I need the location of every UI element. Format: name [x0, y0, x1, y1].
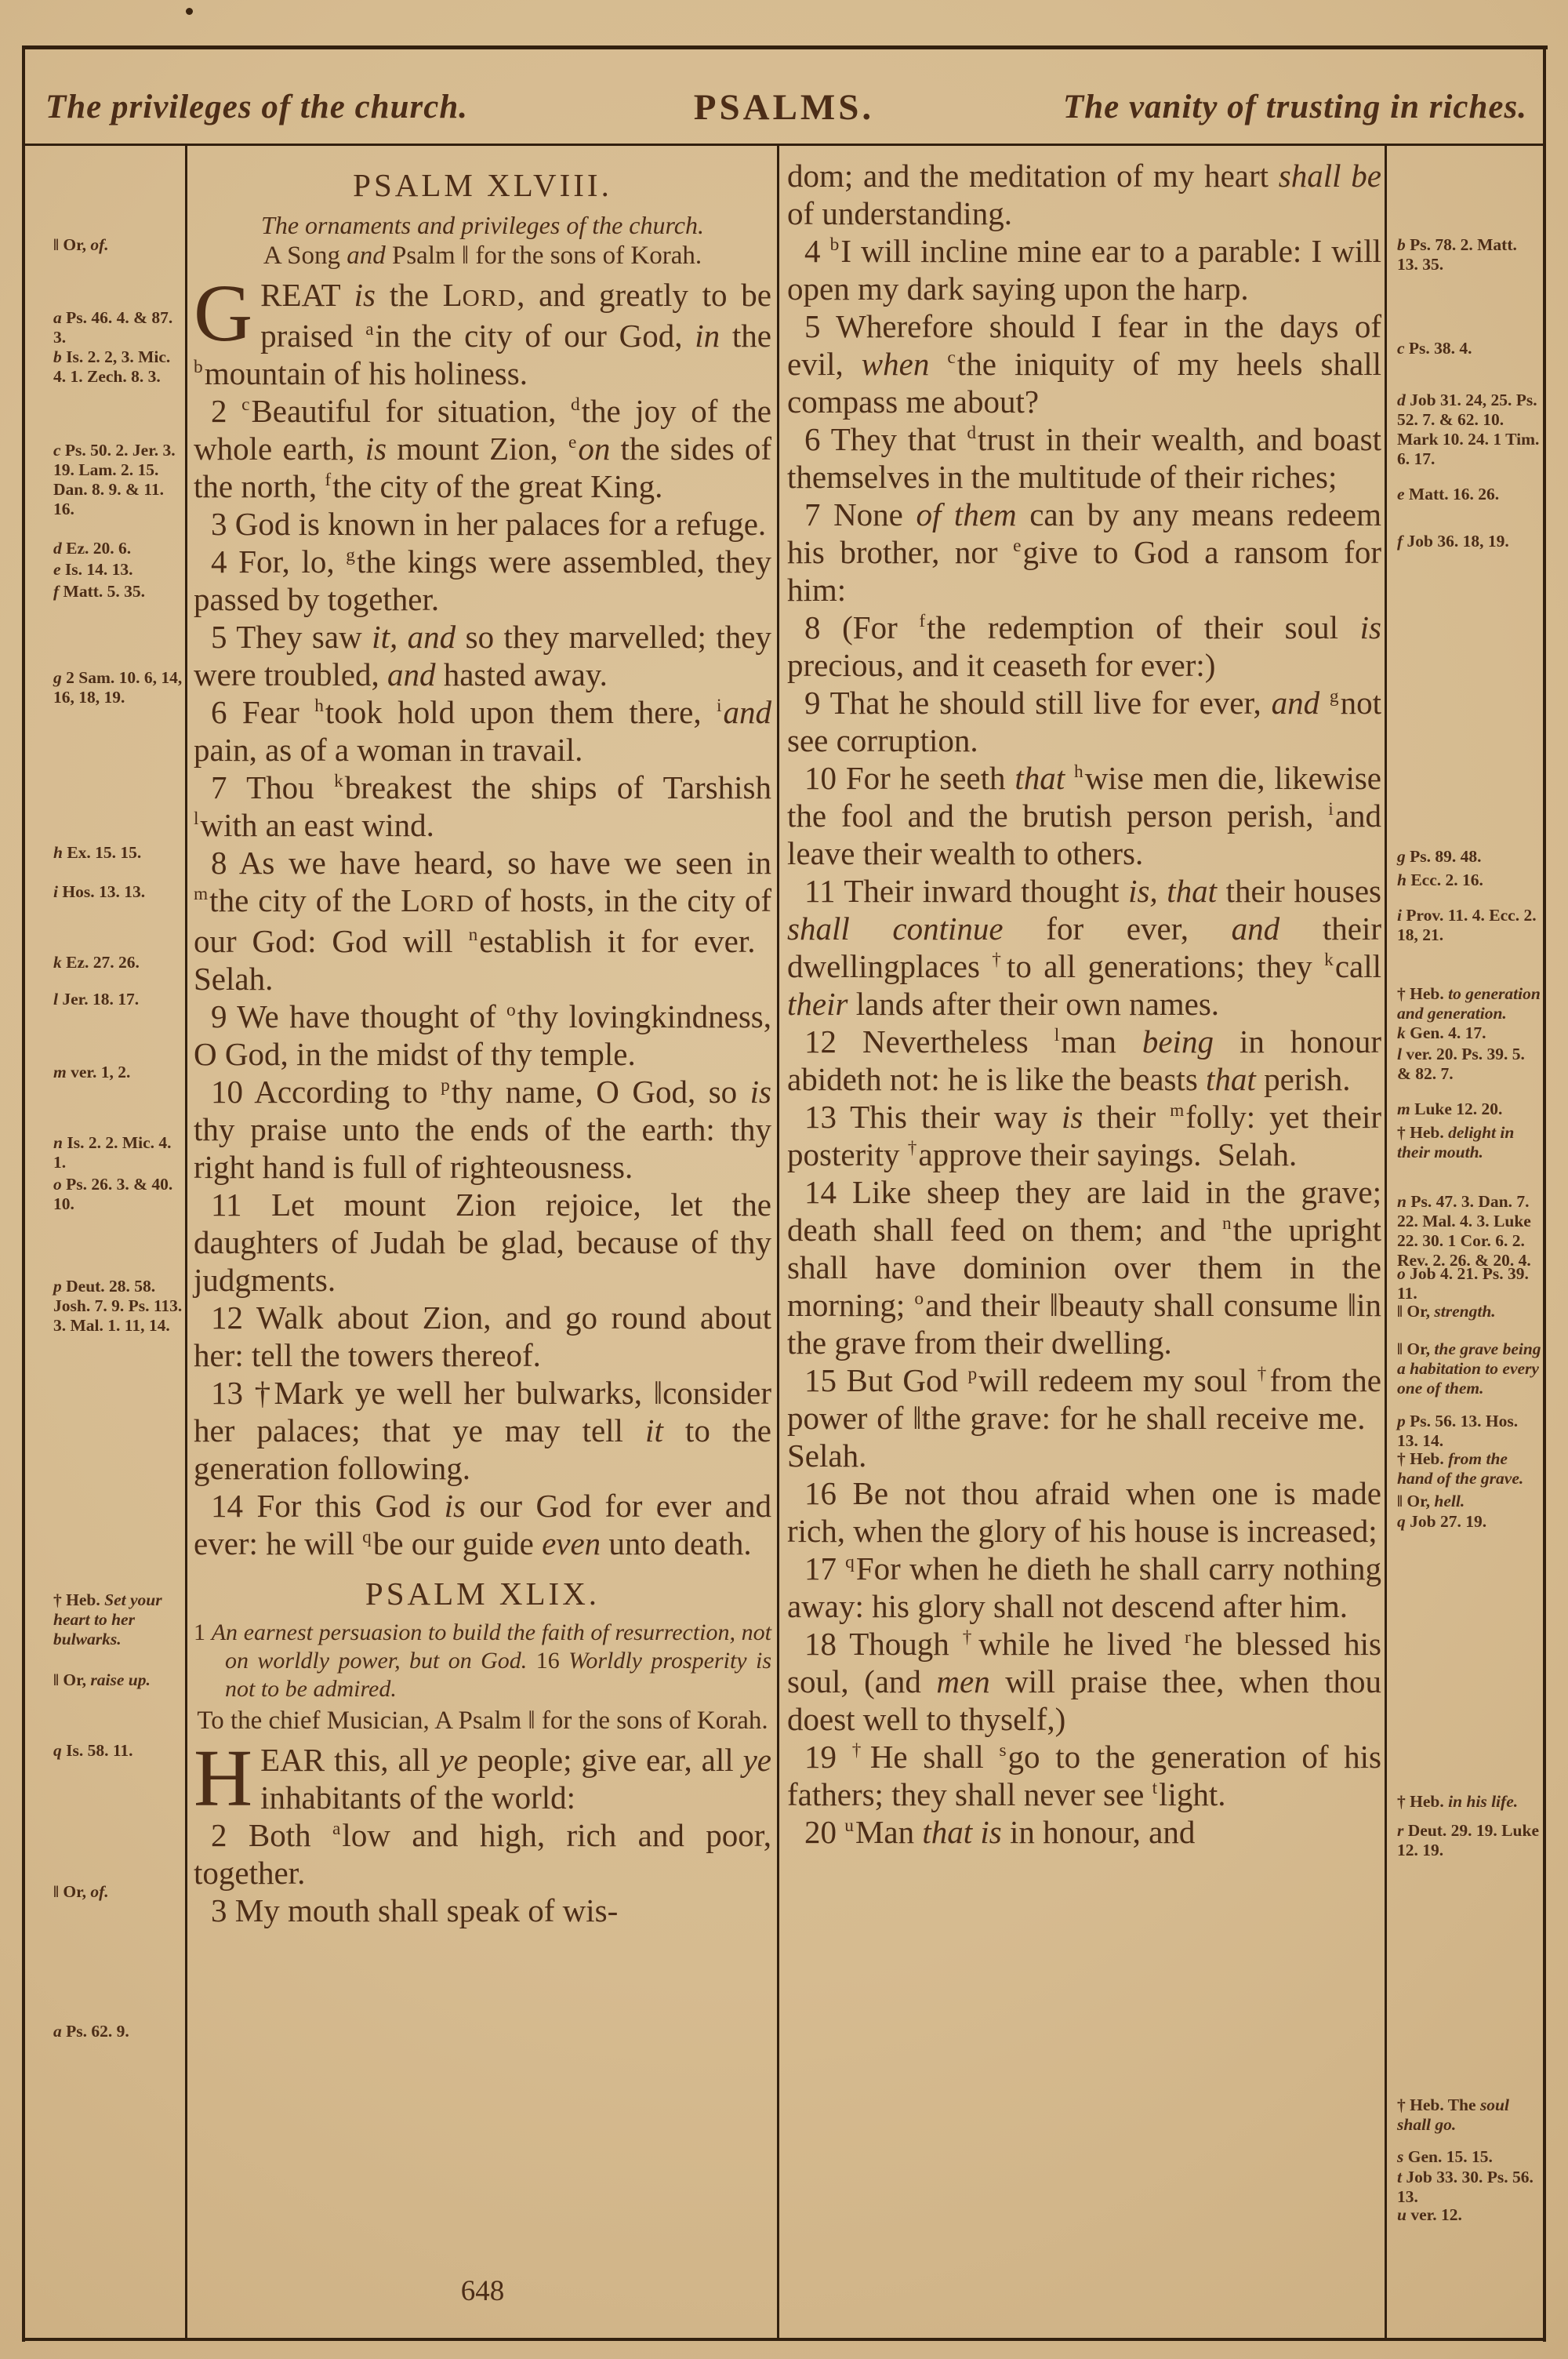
verse-paragraph: 9 We have thought of $^o$thy lovingkindness, O God, in the midst of thy temple. — [194, 998, 771, 1072]
margin-note: † Heb. in his life. — [1397, 1792, 1519, 1811]
running-head-right: The vanity of trusting in riches. — [1062, 89, 1527, 125]
verse-paragraph: 3 God is known in her palaces for a refuge. — [211, 506, 767, 542]
margin-note: † Heb. Set your heart to her bulwarks. — [53, 1590, 162, 1648]
margin-note: † Heb. The soul shall go. — [1397, 2095, 1509, 2134]
verse-paragraph: 4 For, lo, $^g$the kings were assembled, they passed by together. — [194, 543, 771, 617]
psalm-49-title: PSALM XLIX. — [365, 1576, 601, 1612]
psalm-48-attribution: A Song and Psalm ‖ for the sons of Korah. — [263, 242, 702, 270]
margin-note: k Gen. 4. 17. — [1397, 1023, 1486, 1042]
margin-note: n Ps. 47. 3. Dan. 7. 22. Mal. 4. 3. Luke 22. 30. 1 Cor. 6. 2. Rev. 2. 26. & 20. 4. — [1397, 1192, 1531, 1270]
margin-note: b Is. 2. 2, 3. Mic. 4. 1. Zech. 8. 3. — [53, 347, 171, 386]
margin-note: m Luke 12. 20. — [1397, 1100, 1503, 1118]
margin-note: o Ps. 26. 3. & 40. 10. — [53, 1175, 173, 1213]
verse-paragraph: HEAR this, all ye people; give ear, all ye inhabitants of the world: — [194, 1733, 771, 1823]
verse-paragraph: 4 $^b$I will incline mine ear to a parable: I will open my dark saying upon the harp. — [787, 233, 1381, 307]
margin-note: a Ps. 46. 4. & 87. 3. — [53, 308, 173, 347]
psalm-48-title: PSALM XLVIII. — [353, 167, 612, 203]
verse-paragraph: 13 †Mark ye well her bulwarks, ‖consider her palaces; that ye may tell it to the generation following. — [194, 1375, 771, 1486]
header-rule — [22, 144, 1546, 146]
margin-note: g 2 Sam. 10. 6, 14, 16, 18, 19. — [53, 668, 183, 707]
ink-speck — [186, 8, 193, 15]
margin-note: n Is. 2. 2. Mic. 4. 1. — [53, 1133, 172, 1172]
running-head-left: The privileges of the church. — [45, 89, 468, 125]
page-number: 648 — [460, 2275, 505, 2307]
verse-paragraph: 7 Thou $^k$breakest the ships of Tarshish $^l$with an east wind. — [194, 769, 771, 843]
verse-paragraph: 10 For he seeth that $^h$wise men die, likewise the fool and the brutish person perish, $^i$and leave their wealth to others. — [787, 760, 1382, 871]
margin-note: g Ps. 89. 48. — [1397, 847, 1482, 866]
verse-paragraph: 15 But God $^p$will redeem my soul †from the power of ‖the grave: for he shall receive me. Selah. — [787, 1362, 1381, 1474]
margin-note: ‖ Or, hell. — [1397, 1492, 1465, 1510]
verse-paragraph: 14 Like sheep they are laid in the grave; death shall feed on them; and $^n$the upright shall have dominion over them in the morning; $^o$and their ‖beauty shall consume ‖in the grave from their dwelling. — [787, 1174, 1382, 1361]
margin-note: f Matt. 5. 35. — [53, 582, 146, 601]
verse-paragraph: 20 $^u$Man that is in honour, and — [804, 1814, 1196, 1850]
margin-note: † Heb. from the hand of the grave. — [1397, 1449, 1524, 1488]
margin-note: ‖ Or, the grave being a habitation to every one of them. — [1397, 1339, 1541, 1398]
margin-note: h Ex. 15. 15. — [53, 843, 142, 862]
margin-note: e Matt. 16. 26. — [1397, 485, 1500, 503]
verse-paragraph: 3 My mouth shall speak of wis- — [211, 1892, 619, 1928]
margin-note: u ver. 12. — [1397, 2205, 1462, 2224]
psalm-49-attribution: To the chief Musician, A Psalm ‖ for the sons of Korah. — [197, 1707, 768, 1735]
center-divider-rule — [777, 146, 779, 2338]
verse-paragraph: 13 This their way is their $^m$folly: yet their posterity †approve their sayings. Selah. — [787, 1099, 1381, 1172]
margin-note: d Job 31. 24, 25. Ps. 52. 7. & 62. 10. Mark 10. 24. 1 Tim. 6. 17. — [1397, 391, 1540, 468]
margin-note: h Ecc. 2. 16. — [1397, 871, 1483, 889]
text-column-1 — [194, 154, 771, 1929]
verse-paragraph: 17 $^q$For when he dieth he shall carry nothing away: his glory shall not descend after him. — [787, 1550, 1381, 1624]
margin-note: p Deut. 28. 58. Josh. 7. 9. Ps. 113. 3. Mal. 1. 11, 14. — [53, 1277, 183, 1335]
margin-note: ‖ Or, of. — [53, 1882, 109, 1901]
margin-note: l Jer. 18. 17. — [53, 990, 140, 1009]
verse-paragraph: 16 Be not thou afraid when one is made rich, when the glory of his house is increased; — [787, 1475, 1381, 1549]
verse-paragraph: 12 Walk about Zion, and go round about her: tell the towers thereof. — [194, 1299, 771, 1373]
verse-paragraph: 6 Fear $^h$took hold upon them there, $^i$and pain, as of a woman in travail. — [194, 694, 772, 768]
margin-note: f Job 36. 18, 19. — [1397, 532, 1509, 551]
verse-paragraph: 11 Their inward thought is, that their houses shall continue for ever, and their dwellingplaces †to all generations; they $^k$call their lands after their own names. — [787, 873, 1381, 1022]
margin-note: t Job 33. 30. Ps. 56. 13. — [1397, 2168, 1534, 2206]
frame-bottom-rule — [22, 2338, 1546, 2341]
verse-paragraph: 2 $^c$Beautiful for situation, $^d$the joy of the whole earth, is mount Zion, $^e$on the sides of the north, $^f$the city of the great King. — [194, 393, 772, 504]
verse-paragraph: 18 Though †while he lived $^r$he blessed his soul, (and men will praise thee, when thou doest well to thyself,) — [787, 1626, 1381, 1737]
verse-paragraph: 5 They saw it, and so they marvelled; they were troubled, and hasted away. — [194, 619, 771, 692]
margin-note: q Is. 58. 11. — [53, 1741, 133, 1760]
margin-note: b Ps. 78. 2. Matt. 13. 35. — [1397, 235, 1517, 274]
verse-paragraph: 2 Both $^a$low and high, rich and poor, together. — [194, 1817, 771, 1891]
verse-paragraph: 19 †He shall $^s$go to the generation of his fathers; they shall never see $^t$light. — [787, 1739, 1382, 1812]
margin-note: l ver. 20. Ps. 39. 5. & 82. 7. — [1397, 1045, 1525, 1083]
verse-paragraph: 9 That he should still live for ever, and $^g$not see corruption. — [787, 685, 1382, 758]
margin-note: † Heb. to generation and generation. — [1397, 984, 1541, 1023]
verse-paragraph: 7 None of them can by any means redeem his brother, nor $^e$give to God a ransom for him: — [787, 496, 1381, 608]
margin-note: k Ez. 27. 26. — [53, 953, 140, 972]
margin-note: a Ps. 62. 9. — [53, 2022, 129, 2041]
right-margin-divider-rule — [1385, 146, 1387, 2338]
frame-right-rule — [1543, 45, 1546, 2342]
margin-note: d Ez. 20. 6. — [53, 539, 132, 558]
margin-note: e Is. 14. 13. — [53, 560, 133, 579]
frame-left-rule — [22, 45, 25, 2342]
margin-note: i Hos. 13. 13. — [53, 882, 146, 901]
margin-note: s Gen. 15. 15. — [1397, 2147, 1493, 2166]
verse-paragraph: 12 Nevertheless $^l$man being in honour abideth not: he is like the beasts that perish. — [787, 1023, 1382, 1097]
margin-note: ‖ Or, raise up. — [53, 1670, 151, 1689]
margin-note: ‖ Or, strength. — [1397, 1302, 1496, 1321]
psalm-48-subtitle: The ornaments and privileges of the church. — [261, 211, 704, 239]
margin-note: c Ps. 50. 2. Jer. 3. 19. Lam. 2. 15. Dan. 8. 9. & 11. 16. — [53, 441, 176, 518]
verse-paragraph: 10 According to $^p$thy name, O God, so is thy praise unto the ends of the earth: thy right hand is full of righteousness. — [194, 1074, 771, 1185]
verse-paragraph: dom; and the meditation of my heart shall be of understanding. — [787, 158, 1382, 231]
margin-note: m ver. 1, 2. — [53, 1063, 131, 1081]
margin-note: r Deut. 29. 19. Luke 12. 19. — [1397, 1821, 1539, 1859]
verse-paragraph: 11 Let mount Zion rejoice, let the daughters of Judah be glad, because of thy judgments. — [194, 1187, 771, 1298]
verse-paragraph: 14 For this God is our God for ever and ever: he will $^q$be our guide even unto death. — [194, 1488, 771, 1561]
running-head-title: PSALMS. — [693, 87, 875, 128]
verse-paragraph: 6 They that $^d$trust in their wealth, and boast themselves in the multitude of their riches; — [787, 421, 1381, 495]
text-column-2 — [787, 157, 1381, 1851]
margin-note: q Job 27. 19. — [1397, 1512, 1487, 1531]
margin-note: † Heb. delight in their mouth. — [1397, 1123, 1515, 1161]
psalm-49-argument: 1 An earnest persuasion to build the faith of resurrection, not on worldly power, but on God. 16 Worldly prosperity is not to be admired. — [194, 1619, 772, 1702]
margin-note: ‖ Or, of. — [53, 235, 109, 254]
verse-paragraph: 5 Wherefore should I fear in the days of evil, when $^c$the iniquity of my heels shall compass me about? — [787, 308, 1381, 420]
margin-note: p Ps. 56. 13. Hos. 13. 14. — [1397, 1412, 1519, 1450]
margin-note: c Ps. 38. 4. — [1397, 339, 1472, 358]
margin-note: o Job 4. 21. Ps. 39. 11. — [1397, 1264, 1529, 1303]
verse-paragraph: 8 (For $^f$the redemption of their soul is precious, and it ceaseth for ever:) — [787, 609, 1381, 683]
frame-top-rule — [22, 45, 1548, 49]
margin-note: i Prov. 11. 4. Ecc. 2. 18, 21. — [1397, 906, 1537, 944]
verse-paragraph: GREAT is the LORD, and greatly to be praised $^a$in the city of our God, in the $^b$mountain of his holiness. — [194, 268, 771, 391]
verse-paragraph: 8 As we have heard, so have we seen in $^m$the city of the LORD of hosts, in the city of our God: God will $^n$establish it for ever. Selah. — [194, 845, 771, 997]
